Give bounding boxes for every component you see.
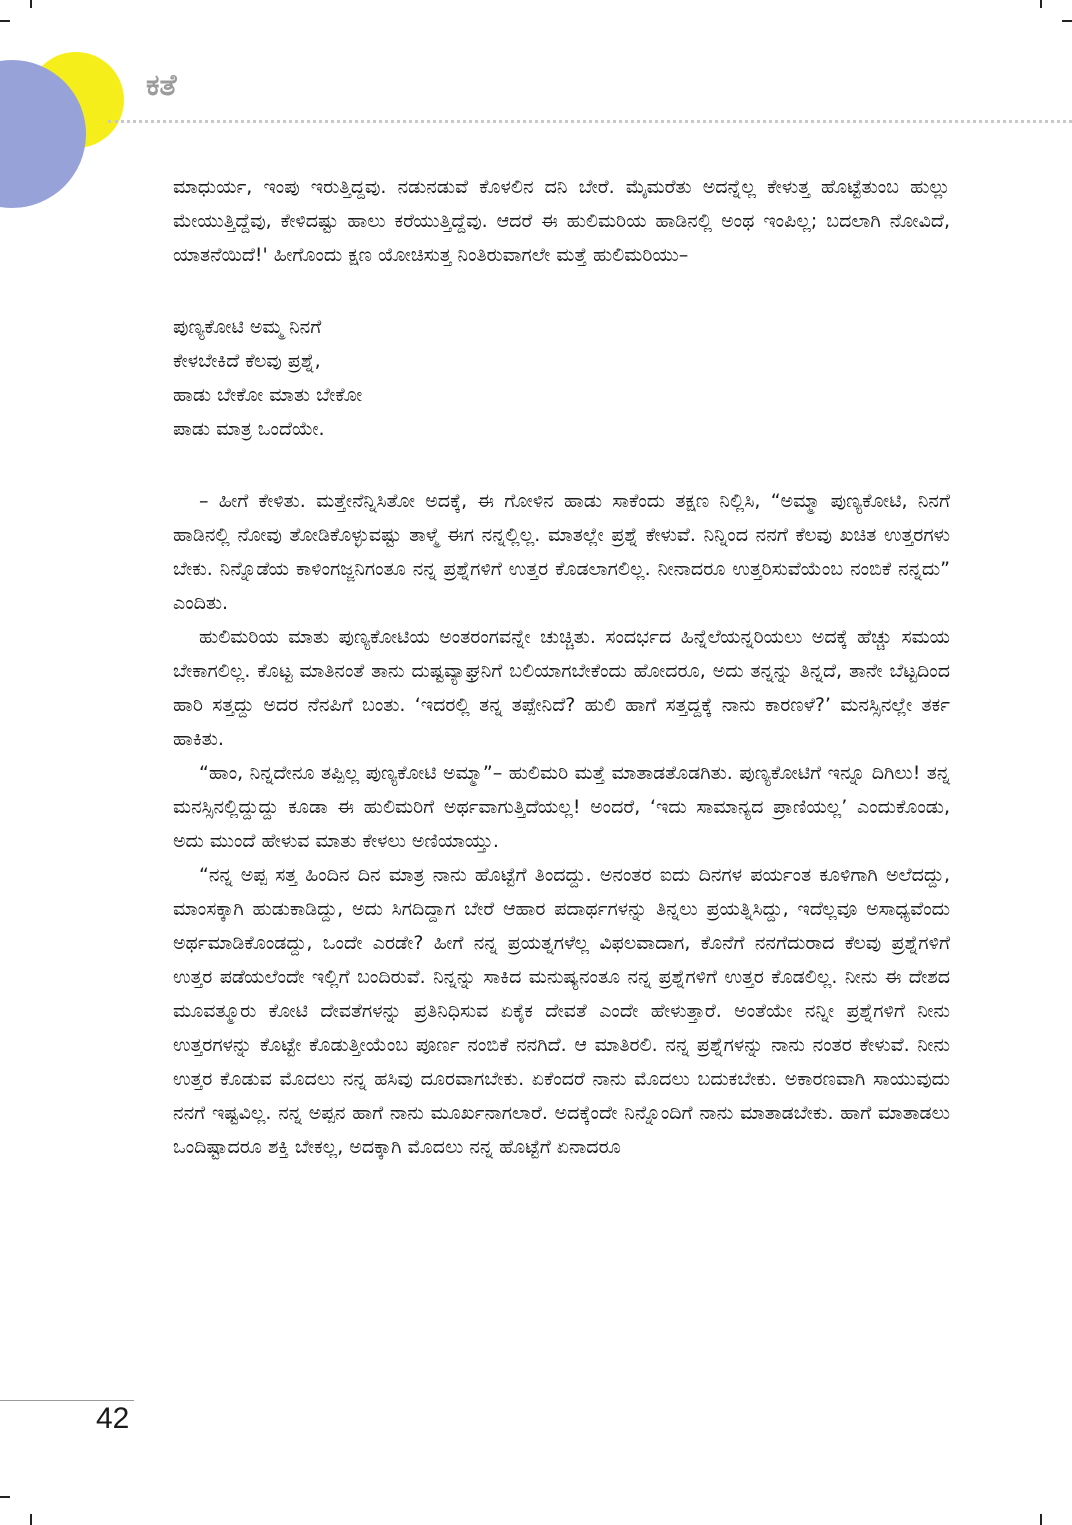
crop-mark-bottom-right	[1040, 1514, 1042, 1525]
poem-line-4: ಪಾಡು ಮಾತ್ರ ಒಂದೆಯೇ.	[173, 418, 325, 440]
crop-mark-top-center-right	[1040, 0, 1042, 8]
crop-mark-top-left	[0, 20, 10, 22]
footer-divider	[0, 1400, 134, 1401]
crop-mark-bottom-left	[0, 1496, 10, 1498]
paragraph-2: – ಹೀಗೆ ಕೇಳಿತು. ಮತ್ತೇನೆನ್ನಿಸಿತೋ ಅದಕ್ಕೆ, ಈ ಗೋಳಿನ ಹಾಡು ಸಾಕೆಂದು ತಕ್ಷಣ ನಿಲ್ಲಿಸಿ, “ಅಮ್ಮಾ ಪುಣ್ಯಕೋಟಿ, ನಿನಗೆ ಹಾಡಿನಲ್ಲಿ ನೋವು ತೋಡಿಕೊಳ್ಳುವಷ್ಟು ತಾಳ್ಮೆ ಈಗ ನನ್ನಲ್ಲಿಲ್ಲ. ಮಾತಲ್ಲೇ ಪ್ರಶ್ನೆ ಕೇಳುವೆ. ನಿನ್ನಿಂದ ನನಗೆ ಕೆಲವು ಖಚಿತ ಉತ್ತರಗಳು ಬೇಕು. ನಿನ್ನೊಡೆಯ ಕಾಳಿಂಗಜ್ಜನಿಗಂತೂ ನನ್ನ ಪ್ರಶ್ನೆಗಳಿಗೆ ಉತ್ತರ ಕೊಡಲಾಗಲಿಲ್ಲ. ನೀನಾದರೂ ಉತ್ತರಿಸುವೆಯೆಂಬ ನಂಬಿಕೆ ನನ್ನದು” ಎಂದಿತು.	[173, 490, 950, 614]
paragraph-5: “ನನ್ನ ಅಪ್ಪ ಸತ್ತ ಹಿಂದಿನ ದಿನ ಮಾತ್ರ ನಾನು ಹೊಟ್ಟೆಗೆ ತಿಂದದ್ದು. ಅನಂತರ ಐದು ದಿನಗಳ ಪರ್ಯಂತ ಕೂಳಿಗಾಗಿ ಅಲೆದದ್ದು, ಮಾಂಸಕ್ಕಾಗಿ ಹುಡುಕಾಡಿದ್ದು, ಅದು ಸಿಗದಿದ್ದಾಗ ಬೇರೆ ಆಹಾರ ಪದಾರ್ಥಗಳನ್ನು ತಿನ್ನಲು ಪ್ರಯತ್ನಿಸಿದ್ದು, ಇದೆಲ್ಲವೂ ಅಸಾಧ್ಯವೆಂದು ಅರ್ಥಮಾಡಿಕೊಂಡದ್ದು, ಒಂದೇ ಎರಡೇ? ಹೀಗೆ ನನ್ನ ಪ್ರಯತ್ನಗಳೆಲ್ಲ ವಿಫಲವಾದಾಗ, ಕೊನೆಗೆ ನನಗೆದುರಾದ ಕೆಲವು ಪ್ರಶ್ನೆಗಳಿಗೆ ಉತ್ತರ ಪಡೆಯಲೆಂದೇ ಇಲ್ಲಿಗೆ ಬಂದಿರುವೆ. ನಿನ್ನನ್ನು ಸಾಕಿದ ಮನುಷ್ಯನಂತೂ ನನ್ನ ಪ್ರಶ್ನೆಗಳಿಗೆ ಉತ್ತರ ಕೊಡಲಿಲ್ಲ. ನೀನು ಈ ದೇಶದ ಮೂವತ್ಮೂರು ಕೋಟಿ ದೇವತೆಗಳನ್ನು ಪ್ರತಿನಿಧಿಸುವ ಏಕೈಕ ದೇವತೆ ಎಂದೇ ಹೇಳುತ್ತಾರೆ. ಅಂತೆಯೇ ನನ್ನೀ ಪ್ರಶ್ನೆಗಳಿಗೆ ನೀನು ಉತ್ತರಗಳನ್ನು ಕೊಟ್ಟೇ ಕೊಡುತ್ತೀಯೆಂಬ ಪೂರ್ಣ ನಂಬಿಕೆ ನನಗಿದೆ. ಆ ಮಾತಿರಲಿ. ನನ್ನ ಪ್ರಶ್ನೆಗಳನ್ನು ನಾನು ನಂತರ ಕೇಳುವೆ. ನೀನು ಉತ್ತರ ಕೊಡುವ ಮೊದಲು ನನ್ನ ಹಸಿವು ದೂರವಾಗಬೇಕು. ಏಕೆಂದರೆ ನಾನು ಮೊದಲು ಬದುಕಬೇಕು. ಅಕಾರಣವಾಗಿ ಸಾಯುವುದು ನನಗೆ ಇಷ್ಟವಿಲ್ಲ. ನನ್ನ ಅಪ್ಪನ ಹಾಗೆ ನಾನು ಮೂರ್ಖನಾಗಲಾರೆ. ಅದಕ್ಕೆಂದೇ ನಿನ್ನೊಂದಿಗೆ ನಾನು ಮಾತಾಡಬೇಕು. ಹಾಗೆ ಮಾತಾಡಲು ಒಂದಿಷ್ಟಾದರೂ ಶಕ್ತಿ ಬೇಕಲ್ಲ, ಅದಕ್ಕಾಗಿ ಮೊದಲು ನನ್ನ ಹೊಟ್ಟೆಗೆ ಏನಾದರೂ	[173, 864, 950, 1158]
crop-mark-top-right	[1062, 20, 1072, 22]
poem-line-1: ಪುಣ್ಯಕೋಟಿ ಅಮ್ಮ ನಿನಗೆ	[173, 316, 322, 338]
paragraph-3: ಹುಲಿಮರಿಯ ಮಾತು ಪುಣ್ಯಕೋಟಿಯ ಅಂತರಂಗವನ್ನೇ ಚುಚ್ಚಿತು. ಸಂದರ್ಭದ ಹಿನ್ನೆಲೆಯನ್ನರಿಯಲು ಅದಕ್ಕೆ ಹೆಚ್ಚು ಸಮಯ ಬೇಕಾಗಲಿಲ್ಲ. ಕೊಟ್ಟ ಮಾತಿನಂತೆ ತಾನು ದುಷ್ಟವ್ಯಾಘ್ರನಿಗೆ ಬಲಿಯಾಗಬೇಕೆಂದು ಹೋದರೂ, ಅದು ತನ್ನನ್ನು ತಿನ್ನದೆ, ತಾನೇ ಬೆಟ್ಟದಿಂದ ಹಾರಿ ಸತ್ತದ್ದು ಅದರ ನೆನಪಿಗೆ ಬಂತು. ‘ಇದರಲ್ಲಿ ತನ್ನ ತಪ್ಪೇನಿದೆ? ಹುಲಿ ಹಾಗೆ ಸತ್ತದ್ದಕ್ಕೆ ನಾನು ಕಾರಣಳೆ?’ ಮನಸ್ಸಿನಲ್ಲೇ ತರ್ಕ ಹಾಕಿತು.	[173, 626, 950, 750]
page-body	[173, 170, 950, 1164]
paragraph-1: ಮಾಧುರ್ಯ, ಇಂಪು ಇರುತ್ತಿದ್ದವು. ನಡುನಡುವೆ ಕೊಳಲಿನ ದನಿ ಬೇರೆ. ಮೈಮರೆತು ಅದನ್ನೆಲ್ಲ ಕೇಳುತ್ತ ಹೊಟ್ಟೆತುಂಬ ಹುಲ್ಲು ಮೇಯುತ್ತಿದ್ದೆವು, ಕೇಳಿದಷ್ಟು ಹಾಲು ಕರೆಯುತ್ತಿದ್ದೆವು. ಆದರೆ ಈ ಹುಲಿಮರಿಯ ಹಾಡಿನಲ್ಲಿ ಅಂಥ ಇಂಪಿಲ್ಲ; ಬದಲಾಗಿ ನೋವಿದೆ, ಯಾತನೆಯಿದೆ!' ಹೀಗೊಂದು ಕ್ಷಣ ಯೋಚಿಸುತ್ತ ನಿಂತಿರುವಾಗಲೇ ಮತ್ತೆ ಹುಲಿಮರಿಯು–	[173, 176, 950, 266]
poem-stanza	[173, 310, 950, 446]
page-number: 42	[96, 1402, 130, 1435]
header-dotted-divider	[108, 120, 1072, 123]
crop-mark-top-center	[30, 0, 32, 8]
poem-line-2: ಕೇಳಬೇಕಿದೆ ಕೆಲವು ಪ್ರಶ್ನೆ,	[173, 350, 321, 372]
poem-line-3: ಹಾಡು ಬೇಕೋ ಮಾತು ಬೇಕೋ	[173, 384, 363, 406]
section-title: ಕತೆ	[146, 68, 177, 103]
crop-mark-bottom-center	[30, 1514, 32, 1525]
paragraph-4: “ಹಾಂ, ನಿನ್ನದೇನೂ ತಪ್ಪಿಲ್ಲ ಪುಣ್ಯಕೋಟಿ ಅಮ್ಮಾ”– ಹುಲಿಮರಿ ಮತ್ತೆ ಮಾತಾಡತೊಡಗಿತು. ಪುಣ್ಯಕೋಟಿಗೆ ಇನ್ನೂ ದಿಗಿಲು! ತನ್ನ ಮನಸ್ಸಿನಲ್ಲಿದ್ದುದ್ದು ಕೂಡಾ ಈ ಹುಲಿಮರಿಗೆ ಅರ್ಥವಾಗುತ್ತಿದೆಯಲ್ಲ! ಅಂದರೆ, ‘ಇದು ಸಾಮಾನ್ಯದ ಪ್ರಾಣಿಯಲ್ಲ’ ಎಂದುಕೊಂಡು, ಅದು ಮುಂದೆ ಹೇಳುವ ಮಾತು ಕೇಳಲು ಅಣಿಯಾಯ್ತು.	[173, 762, 950, 852]
